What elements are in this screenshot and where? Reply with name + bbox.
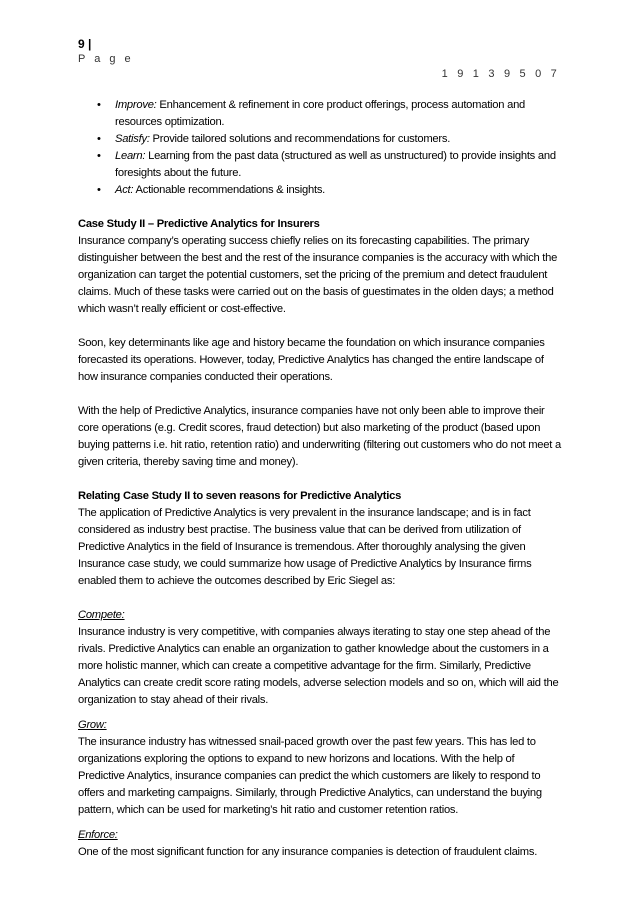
bullet-item	[78, 97, 563, 131]
spacer	[78, 199, 563, 216]
document-body	[78, 97, 563, 861]
bullet-term: Act:	[115, 184, 134, 196]
bullet-text: Learning from the past data (structured as well as unstructured) to provide insights and foresights about the future.	[115, 150, 556, 179]
spacer	[78, 819, 563, 827]
case-study-paragraph: Insurance company’s operating success chiefly relies on its forecasting capabilities. The primary distinguisher between the best and the rest of the insurance companies is the accuracy with which the organization can target the potential customers, set the pricing of the premium and detect fraudulent claims. Much of these tasks were carried out on the basis of guestimates in the olden days; a method which wasn’t really efficient or cost-effective.	[78, 235, 558, 315]
enforce-heading: Enforce:	[78, 829, 118, 841]
compete-paragraph: Insurance industry is very competitive, with companies always iterating to stay one step ahead of the rivals. Predictive Analytics can enable an organization to gather knowledge about the customers in a more holistic manner, which can create a competitive advantage for the firm. Similarly, Predictive Analytics can create credit score rating models, adverse selection models and so on, which will aid the organization to stay ahead of their rivals.	[78, 626, 559, 706]
bullet-icon: •	[97, 133, 101, 145]
spacer	[78, 590, 563, 607]
enforce-paragraph: One of the most significant function for any insurance companies is detection of fraudulent claims.	[78, 846, 538, 858]
case-study-paragraph: With the help of Predictive Analytics, insurance companies have not only been able to improve their core operations (e.g. Credit scores, fraud detection) but also marketing of the product (based upon buying patterns i.e. hit ratio, retention ratio) and underwriting (filtering out customers who do not meet a given criteria, thereby saving time and money).	[78, 405, 561, 468]
grow-heading: Grow:	[78, 719, 107, 731]
bullet-text: Provide tailored solutions and recommendations for customers.	[149, 133, 451, 145]
spacer	[78, 471, 563, 488]
bullet-item	[78, 182, 563, 199]
bullet-term: Learn:	[115, 150, 146, 162]
page-label: P a g e	[78, 53, 134, 65]
relating-paragraph: The application of Predictive Analytics is very prevalent in the insurance landscape; and is in fact considered as industry best practise. The business value that can be derived from utilization of Predictive Analytics in the field of Insurance is tremendous. After thoroughly analysing the given Insurance case study, we could summarize how usage of Predictive Analytics by Insurance firms enabled them to achieve the outcomes described by Eric Siegel as:	[78, 507, 532, 587]
bullet-term: Satisfy:	[115, 133, 150, 145]
bullet-icon: •	[97, 150, 101, 162]
bullet-term: Improve:	[115, 99, 157, 111]
bullet-item	[78, 148, 563, 182]
case-study-heading: Case Study II – Predictive Analytics for Insurers	[78, 218, 320, 230]
bullet-text: Enhancement & refinement in core product offerings, process automation and resources optimization.	[115, 99, 526, 128]
page-number: 9 |	[78, 37, 92, 51]
spacer	[78, 318, 563, 335]
relating-heading: Relating Case Study II to seven reasons for Predictive Analytics	[78, 490, 402, 502]
grow-paragraph: The insurance industry has witnessed snail-paced growth over the past few years. This has led to organizations exploring the options to expand to new horizons and locations. With the help of Predictive Analytics, insurance companies can predict the which customers are likely to respond to offers and marketing campaigns. Similarly, through Predictive Analytics, can understand the buying pattern, which can be used for marketing’s hit ratio and customer retention ratios.	[78, 736, 542, 816]
bullet-text: Actionable recommendations & insights.	[133, 184, 326, 196]
bullet-icon: •	[97, 99, 101, 111]
document-id: 1 9 1 3 9 5 0 7	[441, 68, 560, 80]
case-study-paragraph: Soon, key determinants like age and history became the foundation on which insurance companies forecasted its operations. However, today, Predictive Analytics has changed the entire landscape of how insurance companies conducted their operations.	[78, 337, 545, 383]
bullet-icon: •	[97, 184, 101, 196]
compete-heading: Compete:	[78, 609, 125, 621]
spacer	[78, 709, 563, 717]
spacer	[78, 386, 563, 403]
bullet-list	[78, 97, 563, 199]
bullet-item	[78, 131, 563, 148]
